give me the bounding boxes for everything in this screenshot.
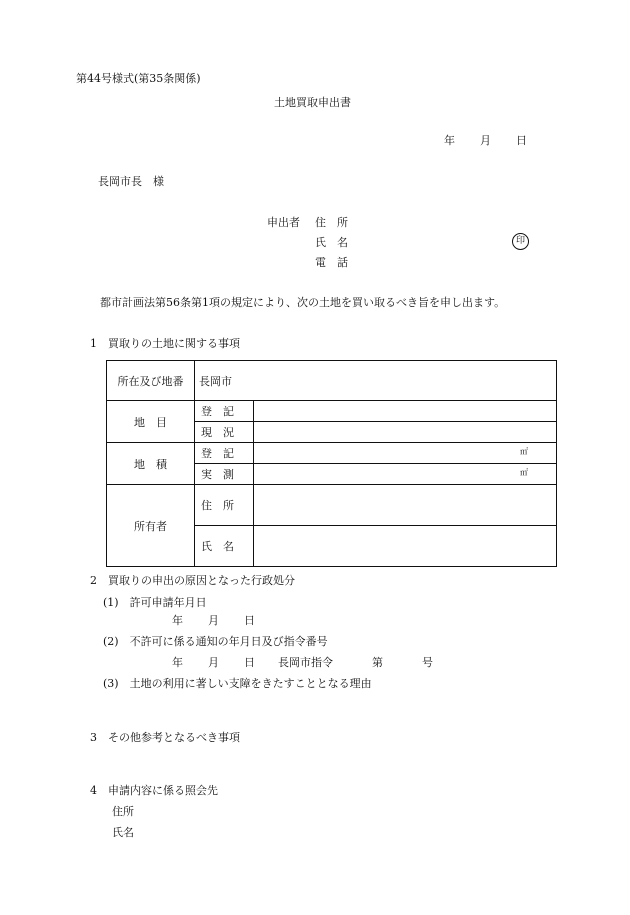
date-day: 日 — [516, 134, 527, 147]
date-year: 年 — [444, 134, 455, 147]
applicant-phone-label: 電 話 — [315, 256, 348, 269]
location-value: 長岡市 — [195, 361, 557, 401]
section-2-item-2: (2) 不許可に係る通知の年月日及び指令番号 — [103, 635, 328, 648]
statement: 都市計画法第56条第1項の規定により、次の土地を買い取るべき旨を申し出ます。 — [100, 296, 506, 309]
chiseki-surveyed-label: 実 測 — [195, 464, 254, 485]
item1-year: 年 — [172, 614, 183, 627]
section-2-item-1: (1) 許可申請年月日 — [103, 596, 207, 609]
owner-address-value — [254, 485, 557, 526]
section-2-item-3: (3) 土地の利用に著しい支障をきたすこととなる理由 — [103, 677, 372, 690]
chimoku-label: 地 目 — [107, 401, 195, 443]
item1-month: 月 — [208, 614, 219, 627]
land-table — [106, 360, 557, 567]
item1-day: 日 — [244, 614, 255, 627]
section-4-heading: 4 申請内容に係る照会先 — [90, 784, 218, 797]
section-2-heading: 2 買取りの申出の原因となった行政処分 — [90, 574, 295, 587]
chimoku-current-value — [254, 422, 557, 443]
owner-address-label: 住 所 — [195, 485, 254, 526]
applicant-address-label: 住 所 — [315, 216, 348, 229]
square-meter-unit: ㎡ — [520, 468, 528, 477]
table-row — [107, 443, 557, 464]
table-row — [107, 401, 557, 422]
chiseki-registered-value — [254, 443, 557, 464]
form-title: 土地買取申出書 — [274, 96, 351, 109]
chimoku-registered-value — [254, 401, 557, 422]
date-month: 月 — [480, 134, 491, 147]
chiseki-registered-label: 登 記 — [195, 443, 254, 464]
section-3-heading: 3 その他参考となるべき事項 — [90, 731, 240, 744]
chimoku-current-label: 現 況 — [195, 422, 254, 443]
item2-go: 号 — [422, 656, 433, 669]
chiseki-surveyed-value — [254, 464, 557, 485]
applicant-label: 申出者 — [267, 216, 300, 229]
item2-dai: 第 — [372, 656, 383, 669]
contact-name-label: 氏名 — [112, 826, 134, 839]
item2-directive: 長岡市指令 — [278, 656, 333, 669]
owner-name-value — [254, 526, 557, 567]
chiseki-label: 地 積 — [107, 443, 195, 485]
table-row — [107, 485, 557, 526]
seal-icon: 印 — [512, 233, 529, 250]
chimoku-registered-label: 登 記 — [195, 401, 254, 422]
owner-label: 所有者 — [107, 485, 195, 567]
form-number: 第44号様式(第35条関係) — [76, 72, 201, 85]
contact-address-label: 住所 — [112, 805, 134, 818]
owner-name-label: 氏 名 — [195, 526, 254, 567]
location-label: 所在及び地番 — [107, 361, 195, 401]
section-1-heading: 1 買取りの土地に関する事項 — [90, 337, 240, 350]
item2-year: 年 — [172, 656, 183, 669]
table-row — [107, 361, 557, 401]
addressee: 長岡市長 様 — [98, 175, 164, 188]
item2-day: 日 — [244, 656, 255, 669]
applicant-name-label: 氏 名 — [315, 236, 348, 249]
square-meter-unit: ㎡ — [520, 447, 528, 456]
item2-month: 月 — [208, 656, 219, 669]
